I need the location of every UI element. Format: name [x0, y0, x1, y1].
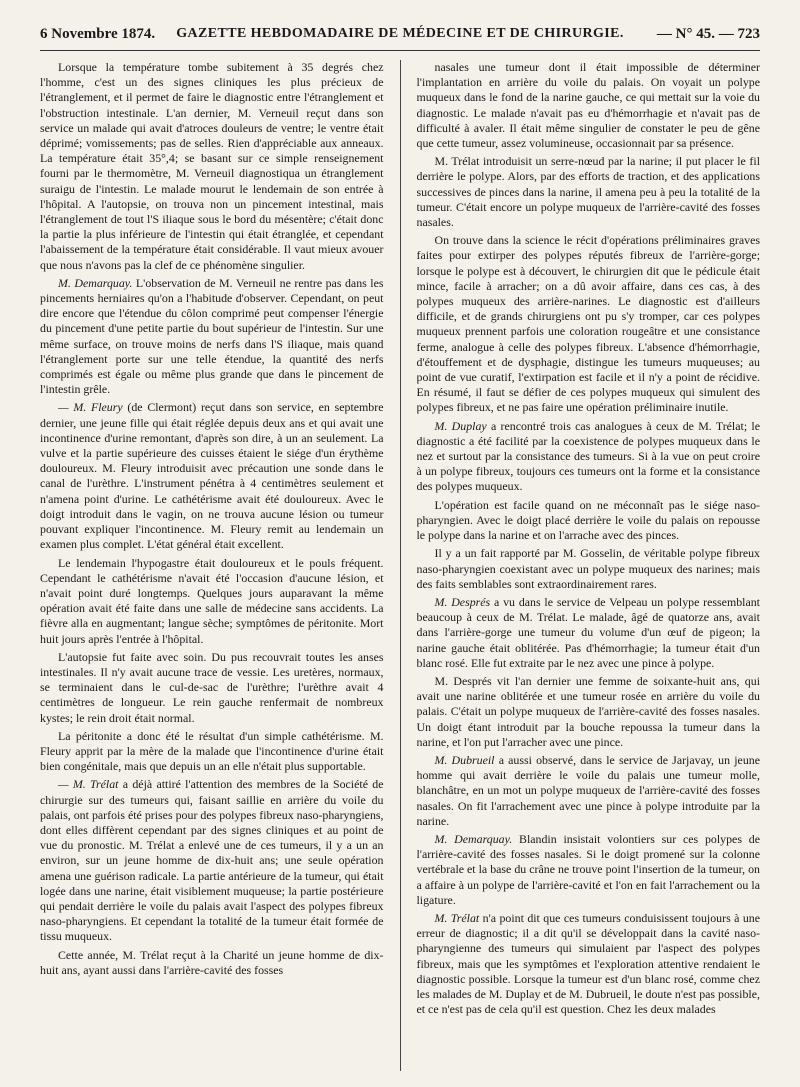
paragraph — [417, 498, 761, 544]
paragraph — [40, 400, 384, 552]
paragraph-text: a déjà attiré l'attention des membres de la Société de chirurgie sur des tumeurs qui, faisant saillie en arrière du voile du palais, ont parfois été prises pour des polypes fibreux naso-pharyngiens, dont elles diffèrent cependant par des signes cliniques et au point de vue du pronostic. M. Trélat a enlevé une de ces tumeurs, il y a un an environ, sur un jeune homme de dix-huit ans; une seule opération amena une guérison radicale. La partie antérieure de la tumeur, qui était logée dans une narine, était visiblement muqueuse; la partie postérieure qui pendait derrière le voile du palais avait l'aspect des polypes fibreux naso-pharyngiens. Et cependant la totalité de la tumeur était formée de tissu muqueux. — [40, 777, 384, 944]
paragraph — [417, 674, 761, 750]
paragraph — [417, 154, 761, 230]
header-rule — [40, 50, 760, 51]
paragraph — [417, 233, 761, 415]
paragraph-text: a vu dans le service de Velpeau un polype ressemblant beaucoup à ceux de M. Trélat. Le malade, âgé de quatorze ans, avait dans l'arrière-gorge une tumeur du volume d'un œuf de pigeon; la narine gauche était oblitérée. Pas d'hémorrhagie; la tumeur était d'un blanc rosé. Elle fut extraite par le nez avec une pince à polype. — [416, 594, 760, 670]
paragraph — [40, 60, 384, 273]
paragraph — [417, 60, 761, 151]
paragraph-text: Lorsque la température tombe subitement à 35 degrés chez l'homme, c'est un des signes cliniques les plus précieux de l'étranglement, et il permet de faire le diagnostic entre l'étranglement et l'obstruction intestinale. L'an dernier, M. Verneuil reçut dans son service un malade qui avait d'atroces douleurs de ventre; le ventre était déprimé; vomissements; pas de selles. Rien d'appréciable aux anneaux. La température était 35°,4; se basant sur ce simple renseignement fourni par le thermomètre, M. Verneuil diagnostiqua un étranglement suraigu de l'intestin. Le malade mourut le lendemain de son entrée à l'hôpital. A l'autopsie, on trouva non un pincement intestinal, mais l'étranglement de tout l'S iliaque sous le bord du mésentère; c'était donc la partie la plus inférieure de l'intestin qui était étranglée, et cependant l'abaissement de la température était considérable. Il vaut mieux avouer que nous n'avons pas la clef de ce phénomène singulier. — [40, 60, 384, 272]
paragraph — [40, 777, 384, 944]
paragraph — [40, 650, 384, 726]
paragraph-text: Il y a un fait rapporté par M. Gosselin, de véritable polype fibreux naso-pharyngien coexistant avec un polype muqueux des narines; mais des faits semblables sont extraordinairement rares. — [416, 546, 760, 591]
paragraph — [40, 948, 384, 978]
paragraph-text: On trouve dans la science le récit d'opérations préliminaires graves faites pour extirper des polypes réputés fibreux de l'arrière-gorge; lorsque le polype est à découvert, le chirurgien dit que le pédicule était mince, facile à arracher; on a dû avoir affaire, dans ces cas, à des polypes muqueux des arrière-narines. Le diagnostic est d'ailleurs difficile, et de grands chirurgiens ont pu s'y tromper, car ces polypes muqueux prennent parfois une coloration rougeâtre et une consistance ferme, analogue à celle des polypes fibreux. L'absence d'hémorrhagie, d'étouffement et de dysphagie, distingue les tumeurs muqueuses; au point de vue curatif, l'extirpation est facile et il n'y a point de récidive. En résumé, il faut se défier de ces polypes muqueux qui simulent des polypes fibreux, et ne pas faire une opération préliminaire inutile. — [416, 233, 760, 415]
paragraph-text: (de Clermont) reçut dans son service, en septembre dernier, une jeune fille qui était réglée depuis deux ans et qui avait une incontinence d'urine remontant, d'après son dire, à un an seulement. La vulve et la partie supérieure des cuisses étaient le siége d'un érythème douloureux. M. Fleury introduisit avec précaution une sonde dans le canal de l'urèthre. L'instrument pénétra à 4 centimètres seulement et n'amena point d'urine. Le cathétérisme avait été douloureux. Avec le doigt introduit dans le vagin, on ne trouva aucune lésion ou tumeur pouvant expliquer l'incontinence. M. Fleury remit au lendemain un examen plus complet. L'état général était excellent. — [40, 400, 384, 552]
speaker-name: M. Després — [434, 594, 491, 609]
article-body — [40, 60, 760, 1071]
paragraph — [417, 911, 761, 1017]
speaker-name: M. Dubrueil — [434, 752, 495, 767]
paragraph — [417, 546, 761, 592]
paragraph-text: L'autopsie fut faite avec soin. Du pus recouvrait toutes les anses intestinales. Il n'y avait aucune trace de vessie. Les uretères, normaux, se terminaient dans le cul-de-sac de l'urèthre; l'urèthre avait 4 centimètres de longueur. Le rein gauche renfermait de nombreux kystes; le rein droit était normal. — [40, 649, 384, 725]
paragraph — [417, 595, 761, 671]
paragraph-text: a rencontré trois cas analogues à ceux de M. Trélat; le diagnostic a été facilité par la coexistence de polypes muqueux dans le nez et surtout par la consistance des tumeurs. Si à la vue on peut croire à un polype fibreux, toujours ces tumeurs ont la forme et la consistance des polypes muqueux. — [416, 418, 760, 494]
paragraph — [417, 832, 761, 908]
paragraph-text: nasales une tumeur dont il était impossible de déterminer l'implantation en arrière du voile du palais. On voyait un polype muqueux dans le fond de la narine gauche, ce qui mettait sur la voie du diagnostic. Le malade n'avait pas eu d'hémorrhagie et n'avait pas de difficulté à avaler. Il était même singulier de constater le peu de gêne que cette tumeur, assez volumineuse, occasionnait par sa présence. — [416, 60, 760, 151]
paragraph-text: M. Després vit l'an dernier une femme de soixante-huit ans, qui avait une narine oblitérée et une tumeur rosée en arrière du voile du palais. C'était un polype muqueux de l'arrière-cavité des fosses nasales. Un doigt étant introduit par la bouche repoussa la tumeur dans la narine, et l'on put l'arracher avec une pince. — [416, 673, 760, 749]
journal-title: GAZETTE HEBDOMADAIRE DE MÉDECINE ET DE CHIRURGIE. — [176, 26, 624, 41]
speaker-name: M. Duplay — [434, 418, 487, 433]
paragraph-text: a aussi observé, dans le service de Jarjavay, un jeune homme qui avait derrière le voile du palais une tumeur molle, blanchâtre, en un mot un polype muqueux de l'arrière-cavité des fosses nasales. On fit l'arrachement avec une pince à polype introduite par la narine. — [416, 752, 760, 828]
speaker-name: M. Demarquay. — [434, 831, 513, 846]
paragraph — [40, 729, 384, 775]
paragraph-text: L'opération est facile quand on ne méconnaît pas le siége naso-pharyngien. Avec le doigt placé derrière le voile du palais on repousse le polype dans la narine et on l'arrache avec des pinces. — [416, 497, 760, 543]
left-column — [40, 60, 384, 1071]
column-divider — [400, 60, 401, 1071]
speaker-name: — M. Trélat — [58, 777, 119, 792]
paragraph-text: Le lendemain l'hypogastre était douloureux et le pouls fréquent. Cependant le cathétérisme n'avait été l'occasion d'aucune lésion, et n'avait point duré longtemps. Quelques jours auparavant la même opération avait été faite dans une salle de médecine sans accidents. La fièvre alla en augmentant; langue sèche; symptômes de péritonite. Mort huit jours après l'entrée à l'hôpital. — [40, 555, 384, 646]
speaker-name: M. Demarquay. — [58, 275, 133, 290]
issue-date: 6 Novembre 1874. — [40, 26, 156, 42]
paragraph — [40, 276, 384, 398]
speaker-name: — M. Fleury — [58, 400, 123, 415]
paragraph — [40, 556, 384, 647]
paragraph-text: Cette année, M. Trélat reçut à la Charité un jeune homme de dix-huit ans, ayant aussi dans l'arrière-cavité des fosses — [40, 947, 384, 977]
paragraph — [417, 753, 761, 829]
paragraph-text: n'a point dit que ces tumeurs conduisissent toujours à une erreur de diagnostic; il a dit qu'il se développait dans la cavité naso-pharyngienne des tumeurs qui simulaient par l'aspect des polypes fibreux, mais que les symptômes et l'exploration attentive rendaient le diagnostic possible. Lorsque la tumeur est d'un blanc rosé, comme chez les malades de M. Duplay et de M. Dubrueil, le doute n'est pas possible, et ce n'est pas de cela qu'il est question. Chez les deux malades — [416, 910, 760, 1017]
issue-page-number: — N° 45. — 723 — [656, 26, 760, 42]
paragraph-text: L'observation de M. Verneuil ne rentre pas dans les pincements herniaires qu'on a l'habitude d'observer. Cependant, on peut dire encore que l'étendue du côlon comprimé peut compenser l'énergie du pincement d'une petite partie du bout supérieur de l'intestin. Sur une même surface, on trouve moins de nerfs dans l'S iliaque, mais quand l'étranglement porte sur une telle étendue, la quantité des nerfs comprimés est égale ou même plus grande que dans le pincement de l'intestin grêle. — [40, 275, 384, 397]
page-header — [40, 26, 760, 52]
speaker-name: M. Trélat — [434, 910, 480, 925]
paragraph-text: La péritonite a donc été le résultat d'un simple cathétérisme. M. Fleury apprit par la mère de la malade que l'incontinence d'urine était bien congénitale, mais que depuis un an elle n'était plus supportable. — [40, 728, 384, 774]
paragraph-text: M. Trélat introduisit un serre-nœud par la narine; il put placer le fil derrière le polype. Alors, par des efforts de traction, et des applications successives de pinces dans la narine, il amena peu à peu la totalité de la tumeur. C'était encore un polype muqueux de l'arrière-cavité des fosses nasales. — [416, 154, 760, 230]
paragraph-text: Blandin insistait volontiers sur ces polypes de l'arrière-cavité des fosses nasales. Si le doigt promené sur la colonne vertébrale et la base du crâne ne trouve point l'insertion de la tumeur, on a affaire à un polype de l'arrière-cavité et l'on en fait l'arrachement ou la ligature. — [416, 831, 760, 907]
paragraph — [417, 419, 761, 495]
right-column — [417, 60, 761, 1071]
